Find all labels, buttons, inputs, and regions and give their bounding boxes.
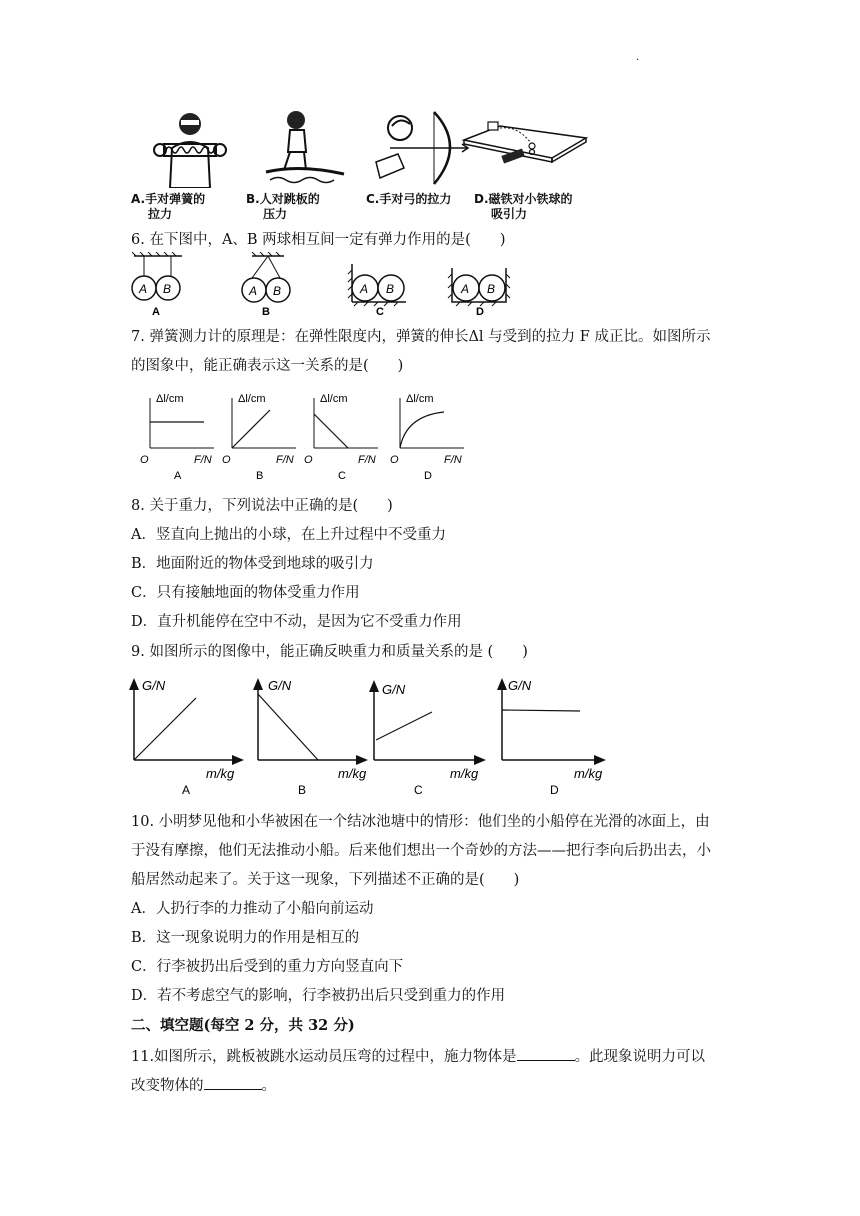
figure-caption-c: C.手对弓的拉力: [366, 192, 452, 206]
q6-option-a-figure: [128, 252, 188, 316]
question-8-stem: 8. 关于重力，下列说法中正确的是( ): [131, 498, 393, 514]
svg-text:Δl/cm: Δl/cm: [406, 393, 434, 405]
svg-text:C: C: [414, 783, 423, 797]
answer-blank-2[interactable]: [204, 1075, 262, 1090]
question-7-line-2: 的图象中，能正确表示这一关系的是( ): [131, 358, 404, 374]
question-10-line-2: 于没有摩擦，他们无法推动小船。后来他们想出一个奇妙的方法——把行李向后扔出去，小: [131, 843, 711, 859]
svg-text:O: O: [222, 454, 231, 466]
svg-text:C: C: [376, 306, 384, 316]
q9-graph-b: [248, 672, 378, 798]
diving-board-illustration: [260, 108, 350, 188]
question-8-option-b: B．地面附近的物体受到地球的吸引力: [131, 556, 374, 572]
svg-text:A: A: [152, 306, 160, 316]
question-11-line-2: [131, 1075, 276, 1096]
q6-option-c-figure: [346, 262, 412, 316]
svg-text:B: B: [273, 284, 282, 298]
svg-text:F/N: F/N: [276, 454, 294, 466]
question-6-stem: 6. 在下图中，A、B 两球相互间一定有弹力作用的是( ): [131, 232, 506, 248]
question-11-text-c: 改变物体的: [131, 1078, 204, 1094]
figure-caption-d: D.磁铁对小铁球的 吸引力: [474, 192, 573, 221]
q7-graph-b: [220, 386, 302, 480]
svg-text:G/N: G/N: [382, 682, 406, 697]
svg-text:G/N: G/N: [268, 678, 292, 693]
question-10-line-3: 船居然动起来了。关于这一现象，下列描述不正确的是( ): [131, 872, 520, 888]
svg-text:B: B: [163, 282, 172, 296]
figure-caption-b: B.人对跳板的 压力: [246, 192, 320, 221]
svg-text:B: B: [256, 470, 264, 480]
spring-stretch-illustration: [150, 108, 230, 188]
svg-text:B: B: [487, 282, 496, 296]
page-mark: .: [636, 52, 640, 63]
question-7-line-1: 7. 弹簧测力计的原理是：在弹性限度内，弹簧的伸长Δl 与受到的拉力 F 成正比。如图所示: [131, 329, 711, 345]
bow-illustration: [370, 108, 470, 188]
question-11-text-b: 。此现象说明力可以: [574, 1049, 706, 1065]
svg-text:A: A: [461, 282, 470, 296]
svg-text:A: A: [182, 783, 191, 797]
q7-graph-c: [302, 386, 384, 480]
svg-text:Δl/cm: Δl/cm: [320, 393, 348, 405]
svg-text:O: O: [390, 454, 399, 466]
svg-text:m/kg: m/kg: [338, 766, 367, 781]
q9-graph-c: [364, 674, 494, 798]
svg-text:O: O: [140, 454, 149, 466]
svg-text:Δl/cm: Δl/cm: [238, 393, 266, 405]
svg-text:Δl/cm: Δl/cm: [156, 393, 184, 405]
svg-text:D: D: [476, 306, 484, 316]
svg-text:F/N: F/N: [194, 454, 212, 466]
svg-text:C: C: [338, 470, 346, 480]
svg-text:m/kg: m/kg: [574, 766, 603, 781]
svg-text:G/N: G/N: [508, 678, 532, 693]
svg-text:B: B: [298, 783, 307, 797]
svg-text:m/kg: m/kg: [206, 766, 235, 781]
svg-text:m/kg: m/kg: [450, 766, 479, 781]
svg-text:A: A: [249, 284, 258, 298]
svg-text:D: D: [550, 783, 559, 797]
answer-blank-1[interactable]: [517, 1046, 575, 1061]
question-8-option-c: C．只有接触地面的物体受重力作用: [131, 585, 360, 601]
magnet-ball-illustration: [460, 112, 590, 182]
figure-caption-a: A.手对弹簧的 拉力: [131, 192, 206, 221]
svg-text:A: A: [139, 282, 148, 296]
q9-graph-a: [124, 672, 254, 798]
svg-text:D: D: [424, 470, 432, 480]
question-8-option-a: A．竖直向上抛出的小球，在上升过程中不受重力: [131, 527, 446, 543]
question-10-option-c: C．行李被扔出后受到的重力方向竖直向下: [131, 959, 404, 975]
q7-graph-d: [388, 386, 470, 480]
question-10-option-b: B．这一现象说明力的作用是相互的: [131, 930, 360, 946]
svg-text:B: B: [386, 282, 395, 296]
question-11-line-1: [131, 1046, 705, 1067]
svg-text:B: B: [262, 306, 270, 316]
q7-graph-a: [138, 386, 220, 480]
svg-text:F/N: F/N: [358, 454, 376, 466]
q6-option-d-figure: [446, 262, 512, 316]
svg-text:G/N: G/N: [142, 678, 166, 693]
question-9-stem: 9. 如图所示的图像中，能正确反映重力和质量关系的是 ( ): [131, 644, 528, 660]
svg-text:A: A: [174, 470, 182, 480]
section-2-title: 二、填空题(每空 2 分，共 32 分): [131, 1017, 355, 1034]
q6-option-b-figure: [238, 252, 298, 316]
svg-text:O: O: [304, 454, 313, 466]
question-10-option-d: D．若不考虑空气的影响，行李被扔出后只受到重力的作用: [131, 988, 506, 1004]
question-8-option-d: D．直升机能停在空中不动，是因为它不受重力作用: [131, 614, 462, 630]
question-10-option-a: A．人扔行李的力推动了小船向前运动: [131, 901, 374, 917]
q9-graph-d: [492, 672, 614, 798]
svg-text:A: A: [360, 282, 369, 296]
question-10-line-1: 10. 小明梦见他和小华被困在一个结冰池塘中的情形：他们坐的小船停在光滑的冰面上，由: [131, 814, 710, 830]
svg-text:F/N: F/N: [444, 454, 462, 466]
question-11-text-d: 。: [261, 1078, 276, 1094]
question-11-text-a: 11.如图所示，跳板被跳水运动员压弯的过程中，施力物体是: [131, 1049, 517, 1065]
